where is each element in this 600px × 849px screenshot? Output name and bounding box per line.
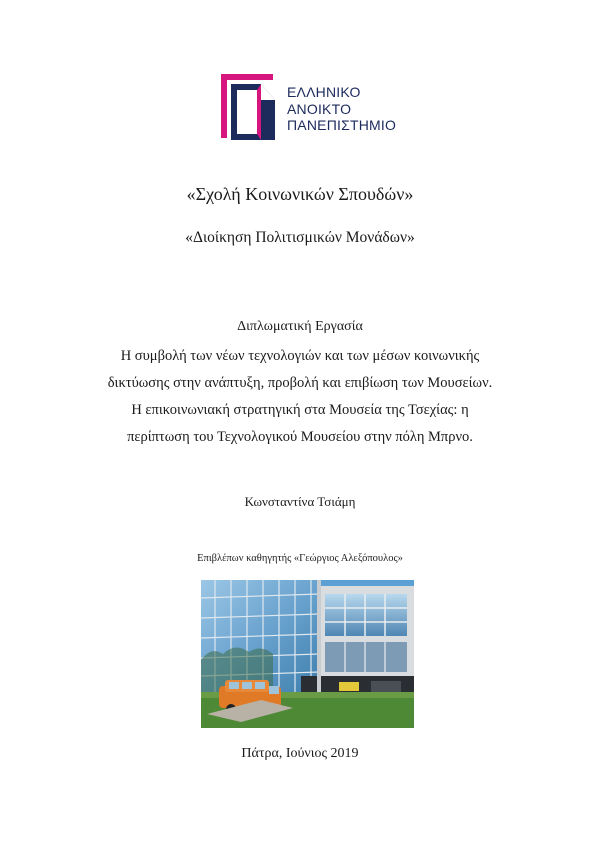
author-name: Κωνσταντίνα Τσιάμη bbox=[244, 494, 356, 509]
logo-line-3: ΠΑΝΕΠΙΣΤΗΜΙΟ bbox=[287, 117, 397, 133]
school-name: «Σχολή Κοινωνικών Σπουδών» bbox=[186, 184, 414, 204]
supervisor-line: Επιβλέπων καθηγητής «Γεώργιος Αλεξόπουλος» bbox=[197, 553, 403, 564]
university-logo-text bbox=[287, 84, 396, 134]
logo-line-1: ΕΛΛΗΝΙΚΟ bbox=[287, 84, 361, 100]
museum-building-photo bbox=[201, 580, 414, 728]
university-logo bbox=[217, 70, 407, 144]
thesis-title-line-3: Η επικοινωνιακή στρατηγική στα Μουσεία της Τσεχίας: η bbox=[131, 402, 469, 418]
logo-line-2: ΑΝΟΙΚΤΟ bbox=[287, 100, 352, 117]
thesis-title-line-2: δικτύωσης στην ανάπτυξη, προβολή και επιβίωση των Μουσείων. bbox=[107, 375, 493, 391]
place-and-date: Πάτρα, Ιούνιος 2019 bbox=[241, 746, 359, 761]
thesis-title-line-1: Η συμβολή των νέων τεχνολογιών και των μέσων κοινωνικής bbox=[120, 348, 480, 364]
university-logo-mark-icon bbox=[217, 70, 285, 142]
museum-building-illustration bbox=[201, 580, 414, 728]
thesis-title-line-4: περίπτωση του Τεχνολογικού Μουσείου στην πόλη Μπρνο. bbox=[127, 429, 473, 445]
document-type: Διπλωματική Εργασία bbox=[237, 319, 363, 334]
program-name: «Διοίκηση Πολιτισμικών Μονάδων» bbox=[185, 229, 415, 246]
